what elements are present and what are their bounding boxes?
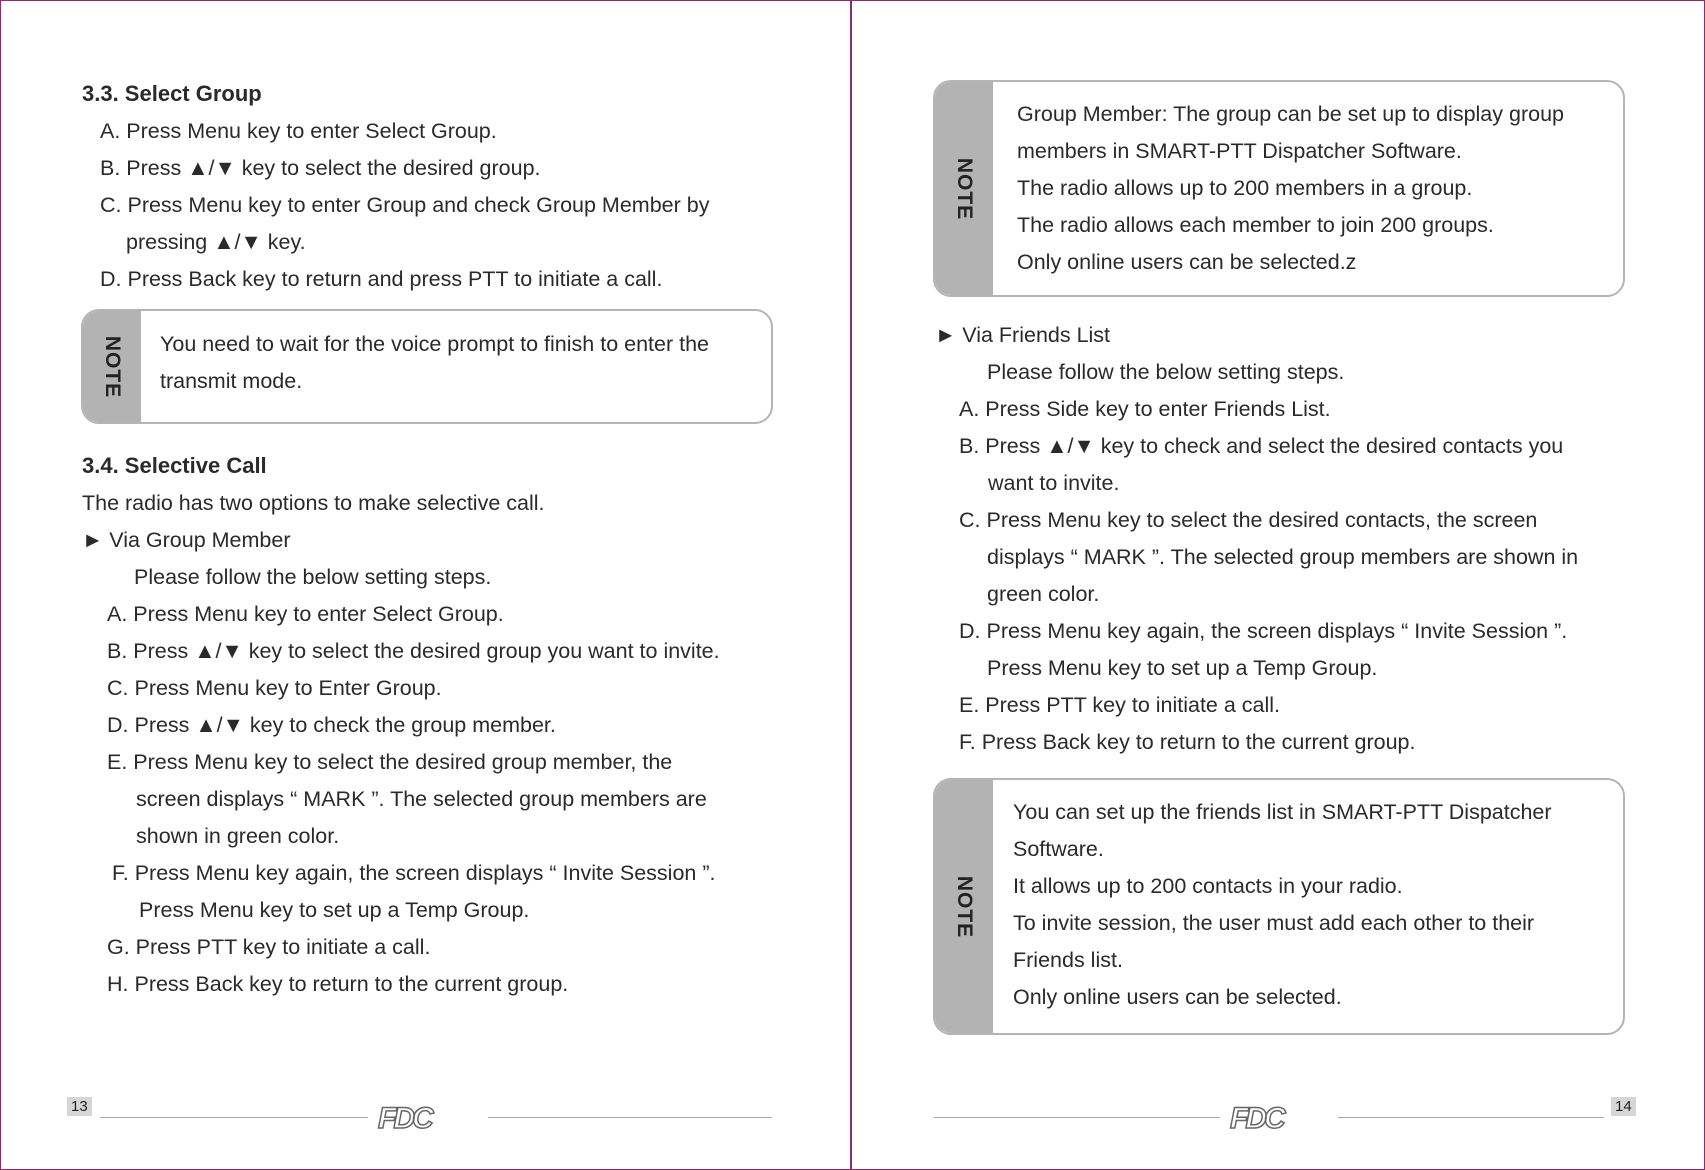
list-item: F. Press Back key to return to the current group. [959, 730, 1416, 754]
note-label: NOTE [101, 335, 124, 398]
list-item: want to invite. [988, 471, 1120, 495]
note-line: You can set up the friends list in SMART-PTT Dispatcher [1013, 800, 1552, 824]
list-item: Press Menu key to set up a Temp Group. [139, 898, 530, 922]
note-line: Only online users can be selected.z [1017, 250, 1357, 274]
follow-steps-text: Please follow the below setting steps. [987, 360, 1345, 384]
list-item: B. Press ▲/▼ key to check and select the desired contacts you [959, 434, 1564, 458]
note-line: Only online users can be selected. [1013, 985, 1342, 1009]
list-item: E. Press Menu key to select the desired group member, the [107, 750, 673, 774]
list-item: Press Menu key to set up a Temp Group. [987, 656, 1378, 680]
note-box [81, 309, 773, 424]
list-item: G. Press PTT key to initiate a call. [107, 935, 431, 959]
intro-text: The radio has two options to make selective call. [82, 491, 545, 515]
page-number: 13 [67, 1097, 92, 1116]
section-title-select-group: 3.3. Select Group [82, 81, 262, 106]
list-item: A. Press Menu key to enter Select Group. [100, 119, 497, 143]
list-item: C. Press Menu key to enter Group and check Group Member by [100, 193, 710, 217]
note-line: To invite session, the user must add each other to their [1013, 911, 1535, 935]
note-tab [935, 780, 993, 1033]
list-item: screen displays “ MARK ”. The selected group members are [136, 787, 707, 811]
note-line: Group Member: The group can be set up to display group [1017, 102, 1564, 126]
footer-rule [934, 1117, 1220, 1118]
note-line: members in SMART-PTT Dispatcher Software. [1017, 139, 1462, 163]
right-page [852, 0, 1705, 1170]
list-item: shown in green color. [136, 824, 340, 848]
footer-rule [488, 1117, 772, 1118]
footer-rule [100, 1117, 368, 1118]
note-line: Friends list. [1013, 948, 1123, 972]
note-tab [83, 311, 141, 422]
list-item: B. Press ▲/▼ key to select the desired group. [100, 156, 541, 180]
note-label: NOTE [953, 157, 976, 220]
list-item: pressing ▲/▼ key. [126, 230, 306, 254]
note-line: You need to wait for the voice prompt to finish to enter the [160, 332, 709, 356]
fdc-logo: FDC [1230, 1102, 1283, 1135]
note-box [933, 778, 1625, 1035]
fdc-logo: FDC [378, 1102, 431, 1135]
list-item: A. Press Side key to enter Friends List. [959, 397, 1331, 421]
page-number: 14 [1611, 1097, 1636, 1116]
note-line: The radio allows each member to join 200 groups. [1017, 213, 1494, 237]
via-friends-list-heading: ► Via Friends List [935, 323, 1111, 347]
list-item: D. Press Back key to return and press PTT to initiate a call. [100, 267, 663, 291]
list-item: C. Press Menu key to select the desired contacts, the screen [959, 508, 1538, 532]
list-item: F. Press Menu key again, the screen displays “ Invite Session ”. [112, 861, 716, 885]
list-item: D. Press Menu key again, the screen displays “ Invite Session ”. [959, 619, 1568, 643]
note-box [933, 80, 1625, 297]
list-item: H. Press Back key to return to the current group. [107, 972, 569, 996]
list-item: D. Press ▲/▼ key to check the group member. [107, 713, 556, 737]
left-page [0, 0, 850, 1170]
list-item: C. Press Menu key to Enter Group. [107, 676, 442, 700]
list-item: green color. [987, 582, 1100, 606]
note-label: NOTE [953, 875, 976, 938]
list-item: B. Press ▲/▼ key to select the desired group you want to invite. [107, 639, 720, 663]
footer-rule [1338, 1117, 1604, 1118]
list-item: A. Press Menu key to enter Select Group. [107, 602, 504, 626]
section-title-selective-call: 3.4. Selective Call [82, 453, 267, 478]
note-tab [935, 82, 993, 295]
note-line: It allows up to 200 contacts in your radio. [1013, 874, 1403, 898]
list-item: displays “ MARK ”. The selected group members are shown in [987, 545, 1579, 569]
via-group-member-heading: ► Via Group Member [82, 528, 291, 552]
note-line: transmit mode. [160, 369, 303, 393]
note-line: The radio allows up to 200 members in a group. [1017, 176, 1473, 200]
list-item: E. Press PTT key to initiate a call. [959, 693, 1281, 717]
follow-steps-text: Please follow the below setting steps. [134, 565, 492, 589]
note-line: Software. [1013, 837, 1104, 861]
